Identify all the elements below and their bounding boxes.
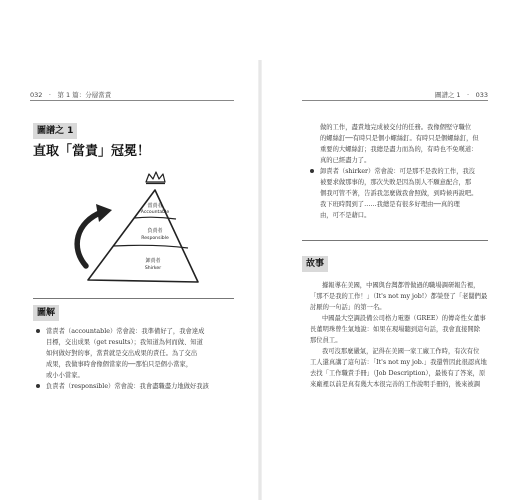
crown-icon bbox=[146, 172, 165, 184]
continuation-line: 的螺絲釘──有時只是個小螺絲釘。有時只是個螺絲釘，但 bbox=[320, 135, 479, 142]
tier-responsible-en: Responsible bbox=[141, 236, 169, 241]
tier-accountable-en: Accountable bbox=[140, 210, 170, 215]
left-bullets bbox=[36, 326, 236, 392]
bullet-line: 當責者（accountable）常會說：我準備好了，我會達成 bbox=[46, 328, 205, 335]
story-line: 工人還真講了這句話：「It's not my job.」我還曾因此很認真地 bbox=[310, 359, 487, 366]
right-running-head: 圖譜之 1 · 033 bbox=[434, 91, 488, 99]
bullet-dot-icon bbox=[36, 329, 40, 333]
story-line: 中國最大空調設備公司格力電器（GREE）的傳奇性女董事 bbox=[322, 315, 486, 322]
bullet-shirker bbox=[310, 166, 500, 221]
upward-arrow-icon bbox=[77, 204, 112, 266]
story-line: 那位員工。 bbox=[310, 337, 342, 344]
tier-responsible-zh: 負責者 bbox=[147, 228, 163, 234]
bullet-line: 成果，我做事時會像個當家的──那怕只是個小當家， bbox=[46, 361, 193, 368]
section-label-illustration: 圖解 bbox=[33, 305, 59, 321]
story-line: 我可沒那麼嚴氣，記得在美國一家工廠工作時，有次有位 bbox=[322, 348, 480, 355]
story-line: 長董明珠曾生氣地說：如果在現場聽到這句話，我會直接開除 bbox=[310, 326, 481, 333]
right-page bbox=[262, 0, 520, 500]
bullet-line: 我下班時間到了……我總是有很多好理由──真的理 bbox=[320, 201, 460, 208]
continuation-line: 真的已經盡力了。 bbox=[320, 157, 371, 164]
diagram-label: 圖譜之 1 bbox=[33, 123, 77, 139]
bullet-line: 卸責者（shirker）常會說：可是那不是我的工作，我沒 bbox=[320, 168, 476, 175]
bullet-dot-icon bbox=[310, 169, 314, 173]
bullet-line: 被要求做那事的，那次失敗是因為別人不願意配合，那 bbox=[320, 179, 472, 186]
story-paragraph bbox=[310, 313, 496, 346]
left-page bbox=[0, 0, 258, 500]
continuation-line: 做的工作，盡責地完成被交付的任務。我像個堅守職位 bbox=[320, 124, 472, 131]
continuation-line: 重要的大螺絲釘；我總是盡力而為的，有時也不免嘆道： bbox=[320, 146, 478, 153]
story-text bbox=[310, 280, 496, 390]
bullet-line: 個我可管不著，告訴我怎麼做我會照做，到時候再說吧。 bbox=[320, 190, 478, 197]
bullet-line: 目標，交出成果（get results）；我知道為何而做、知道 bbox=[46, 339, 203, 346]
bullet-line: 負責者（responsible）常會說：我會盡職盡力地做好我該 bbox=[46, 383, 209, 390]
bullet-line: 由，可不是藉口。 bbox=[320, 212, 371, 219]
story-paragraph bbox=[310, 346, 496, 390]
page-title: 直取「當責」冠冕！ bbox=[33, 144, 151, 159]
tier-shirker-zh: 卸責者 bbox=[145, 258, 161, 264]
left-section-rule bbox=[33, 298, 234, 299]
left-header-rule bbox=[30, 100, 234, 101]
story-line: 「那不是我的工作！」（It's not my job!）都榮登了「老闆們最 bbox=[310, 293, 488, 300]
bullet-responsible bbox=[36, 381, 236, 392]
bullet-dot-icon bbox=[36, 384, 40, 388]
pyramid-diagram bbox=[64, 170, 204, 290]
bullet-line: 或小小當家。 bbox=[46, 372, 84, 379]
right-section-rule bbox=[302, 240, 488, 241]
tier-shirker-en: Shirker bbox=[144, 266, 162, 271]
right-header-rule bbox=[302, 100, 488, 101]
continuation-text bbox=[310, 122, 500, 221]
story-line: 來廠裡以前是真有幾大本很完善的工作說明手冊的，後來被調 bbox=[310, 381, 481, 388]
bullet-accountable bbox=[36, 326, 236, 381]
story-line: 據報導在美國，中國與台灣都曾做過的職場調研報告裡， bbox=[322, 282, 480, 289]
left-running-head: 032 · 第 1 篇：分層當責 bbox=[30, 91, 112, 99]
story-line: 討厭的一句話」的第一名。 bbox=[310, 304, 386, 311]
tier-accountable-zh: 當責者 bbox=[147, 203, 163, 209]
bullet-line: 如何做好對的事，當責就是交出成果的責任。為了交出 bbox=[46, 350, 198, 357]
story-line: 去找「工作職責手冊」（Job Description），最後有了答案，原 bbox=[310, 370, 486, 377]
story-paragraph bbox=[310, 280, 496, 313]
section-label-story: 故事 bbox=[302, 256, 328, 272]
